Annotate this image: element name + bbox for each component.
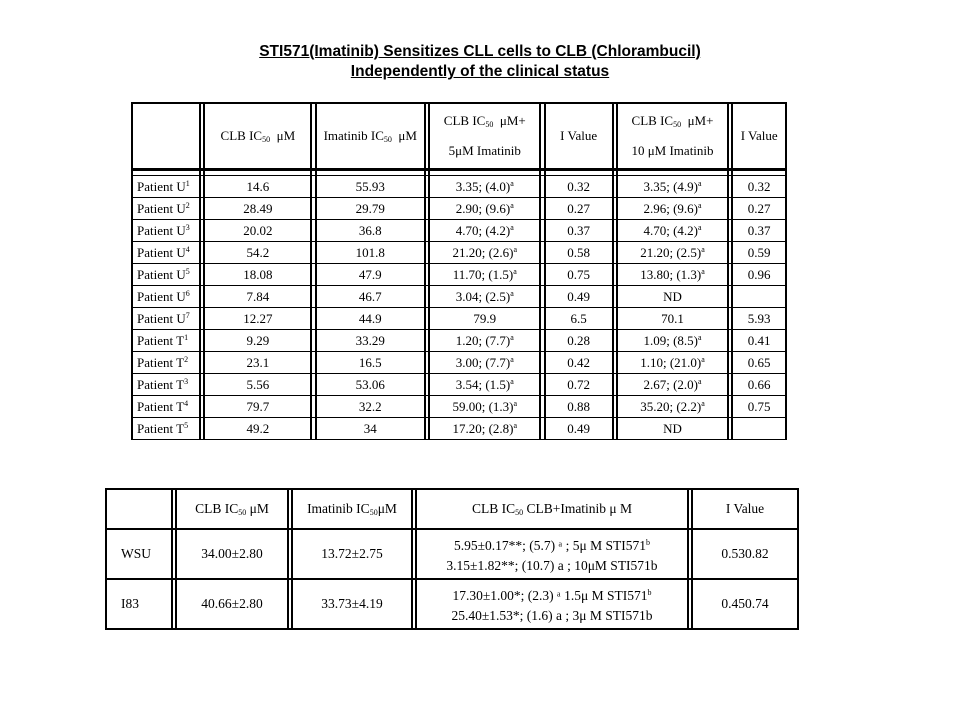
clb-ic50-cell: 28.49 — [204, 198, 311, 220]
header-imatinib-ic50: Imatinib $IC_{50}$ μM — [316, 103, 425, 170]
patient-cell: Patient $U^5$ — [132, 264, 200, 286]
i-value-1-cell: 0.88 — [545, 396, 613, 418]
combo-10um-cell: 1.09; $(8.5)^a$ — [617, 330, 728, 352]
header-clb-imatinib-combo: CLB $IC_{50}$ CLB+Imatinib μ M — [416, 489, 688, 529]
i-value-1-cell: 0.28 — [545, 330, 613, 352]
combo-10um-cell: ND — [617, 286, 728, 308]
clb-ic50-cell: 12.27 — [204, 308, 311, 330]
i-value-2-cell: 0.59 — [732, 242, 786, 264]
table-row — [132, 330, 786, 352]
combo-10um-cell: 4.70; $(4.2)^a$ — [617, 220, 728, 242]
combo-5um-cell: 2.90; $(9.6)^a$ — [429, 198, 540, 220]
patient-cell: Patient $T^3$ — [132, 374, 200, 396]
header-i-value: I Value — [692, 489, 798, 529]
combo-5um-cell: 11.70; $(1.5)^a$ — [429, 264, 540, 286]
patient-cell: Patient $U^3$ — [132, 220, 200, 242]
header-blank-cell — [132, 103, 200, 170]
imatinib-ic50-cell: 44.9 — [316, 308, 425, 330]
patient-cell: Patient $U^2$ — [132, 198, 200, 220]
i-value-1-cell: 0.42 — [545, 352, 613, 374]
i-value-1-cell: 6.5 — [545, 308, 613, 330]
header-blank-cell — [106, 489, 172, 529]
header-i-value-1: I Value — [545, 103, 613, 170]
patient-cell: Patient $T^4$ — [132, 396, 200, 418]
combo-10um-cell: 21.20; $(2.5)^a$ — [617, 242, 728, 264]
header-clb-ic50: CLB $IC_{50}$ μM — [204, 103, 311, 170]
i-value-2-cell: 0.65 — [732, 352, 786, 374]
header-clb-plus-10um-imatinib: CLB $IC_{50}$ μM+ 10 μM Imatinib — [617, 103, 728, 170]
patient-sensitivity-table — [131, 102, 787, 440]
i-value-1-cell: 0.49 — [545, 418, 613, 440]
i-value-2-cell: 0.32 — [732, 176, 786, 198]
header-i-value-2: I Value — [732, 103, 786, 170]
clb-ic50-cell: 23.1 — [204, 352, 311, 374]
combo-5um-cell: 21.20; $(2.6)^a$ — [429, 242, 540, 264]
cell-line-name: WSU — [106, 529, 172, 579]
i-value-2-cell: 0.96 — [732, 264, 786, 286]
imatinib-ic50-cell: 33.73±4.19 — [292, 579, 412, 629]
clb-ic50-cell: 79.7 — [204, 396, 311, 418]
combo-10um-cell: 2.96; $(9.6)^a$ — [617, 198, 728, 220]
i-value-cell: 0.530.82 — [692, 529, 798, 579]
patient-cell: Patient $T^1$ — [132, 330, 200, 352]
table-row — [132, 220, 786, 242]
combo-10um-cell: 70.1 — [617, 308, 728, 330]
patient-cell: Patient $T^2$ — [132, 352, 200, 374]
combo-5um-cell: 17.20; $(2.8)^a$ — [429, 418, 540, 440]
imatinib-ic50-cell: 46.7 — [316, 286, 425, 308]
clb-ic50-cell: 18.08 — [204, 264, 311, 286]
patient-cell: Patient $U^4$ — [132, 242, 200, 264]
header-clb-plus-5um-imatinib: CLB $IC_{50}$ μM+ 5μM Imatinib — [429, 103, 540, 170]
patient-cell: Patient $U^7$ — [132, 308, 200, 330]
cell-line-table — [105, 488, 799, 630]
table-row — [132, 242, 786, 264]
page-title — [0, 42, 960, 82]
combo-5um-cell: 3.00; $(7.7)^a$ — [429, 352, 540, 374]
table1-header-row — [132, 103, 786, 170]
table-row — [132, 396, 786, 418]
imatinib-ic50-cell: 13.72±2.75 — [292, 529, 412, 579]
combo-cell: 17.30±1.00*; (2.3) ᵃ 1.5μ M STI571$^b$ 25.40±1.53*; (1.6) a ; 3μ M STI571b — [416, 579, 688, 629]
i-value-2-cell — [732, 418, 786, 440]
table-row — [106, 579, 798, 629]
combo-5um-cell: 3.35; $(4.0)^a$ — [429, 176, 540, 198]
cell-line-name: I83 — [106, 579, 172, 629]
i-value-2-cell: 0.37 — [732, 220, 786, 242]
imatinib-ic50-cell: 101.8 — [316, 242, 425, 264]
imatinib-ic50-cell: 29.79 — [316, 198, 425, 220]
i-value-1-cell: 0.75 — [545, 264, 613, 286]
i-value-2-cell: 0.66 — [732, 374, 786, 396]
i-value-2-cell — [732, 286, 786, 308]
imatinib-ic50-cell: 47.9 — [316, 264, 425, 286]
combo-5um-cell: 1.20; $(7.7)^a$ — [429, 330, 540, 352]
i-value-2-cell: 0.41 — [732, 330, 786, 352]
combo-5um-cell: 4.70; $(4.2)^a$ — [429, 220, 540, 242]
i-value-1-cell: 0.49 — [545, 286, 613, 308]
imatinib-ic50-cell: 16.5 — [316, 352, 425, 374]
table-row — [132, 264, 786, 286]
combo-10um-cell: 3.35; $(4.9)^a$ — [617, 176, 728, 198]
i-value-2-cell: 5.93 — [732, 308, 786, 330]
combo-10um-cell: 35.20; $(2.2)^a$ — [617, 396, 728, 418]
table-row — [132, 176, 786, 198]
i-value-1-cell: 0.58 — [545, 242, 613, 264]
clb-ic50-cell: 9.29 — [204, 330, 311, 352]
table-row — [132, 198, 786, 220]
table-row — [132, 374, 786, 396]
header-clb-ic50: CLB $IC_{50}$ μM — [176, 489, 288, 529]
i-value-2-cell: 0.75 — [732, 396, 786, 418]
table2-header-row — [106, 489, 798, 529]
i-value-2-cell: 0.27 — [732, 198, 786, 220]
header-imatinib-ic50: Imatinib $IC_{50}\mu M$ — [292, 489, 412, 529]
table-row — [132, 352, 786, 374]
imatinib-ic50-cell: 33.29 — [316, 330, 425, 352]
clb-ic50-cell: 20.02 — [204, 220, 311, 242]
i-value-cell: 0.450.74 — [692, 579, 798, 629]
imatinib-ic50-cell: 34 — [316, 418, 425, 440]
patient-cell: Patient $U^1$ — [132, 176, 200, 198]
i-value-1-cell: 0.27 — [545, 198, 613, 220]
clb-ic50-cell: 34.00±2.80 — [176, 529, 288, 579]
combo-5um-cell: 59.00; $(1.3)^a$ — [429, 396, 540, 418]
i-value-1-cell: 0.72 — [545, 374, 613, 396]
combo-5um-cell: 3.04; $(2.5)^a$ — [429, 286, 540, 308]
clb-ic50-cell: 49.2 — [204, 418, 311, 440]
clb-ic50-cell: 40.66±2.80 — [176, 579, 288, 629]
table-row — [132, 286, 786, 308]
i-value-1-cell: 0.37 — [545, 220, 613, 242]
combo-cell: 5.95±0.17**; (5.7) ᵃ ; 5μ M STI571$^b$ 3.15±1.82**; (10.7) a ; 10μM STI571b — [416, 529, 688, 579]
combo-10um-cell: 2.67; $(2.0)^a$ — [617, 374, 728, 396]
combo-10um-cell: ND — [617, 418, 728, 440]
table-row — [132, 308, 786, 330]
imatinib-ic50-cell: 55.93 — [316, 176, 425, 198]
table-row — [106, 529, 798, 579]
clb-ic50-cell: 5.56 — [204, 374, 311, 396]
combo-5um-cell: 3.54; $(1.5)^a$ — [429, 374, 540, 396]
imatinib-ic50-cell: 53.06 — [316, 374, 425, 396]
combo-5um-cell: 79.9 — [429, 308, 540, 330]
clb-ic50-cell: 14.6 — [204, 176, 311, 198]
imatinib-ic50-cell: 32.2 — [316, 396, 425, 418]
title-line-2: Independently of the clinical status — [350, 63, 610, 80]
table-row — [132, 418, 786, 440]
patient-cell: Patient $U^6$ — [132, 286, 200, 308]
clb-ic50-cell: 54.2 — [204, 242, 311, 264]
clb-ic50-cell: 7.84 — [204, 286, 311, 308]
title-line-1: STI571(Imatinib) Sensitizes CLL cells to CLB (Chlorambucil) — [259, 43, 701, 60]
combo-10um-cell: 13.80; $(1.3)^a$ — [617, 264, 728, 286]
imatinib-ic50-cell: 36.8 — [316, 220, 425, 242]
combo-10um-cell: 1.10; $(21.0)^a$ — [617, 352, 728, 374]
patient-cell: Patient $T^5$ — [132, 418, 200, 440]
i-value-1-cell: 0.32 — [545, 176, 613, 198]
